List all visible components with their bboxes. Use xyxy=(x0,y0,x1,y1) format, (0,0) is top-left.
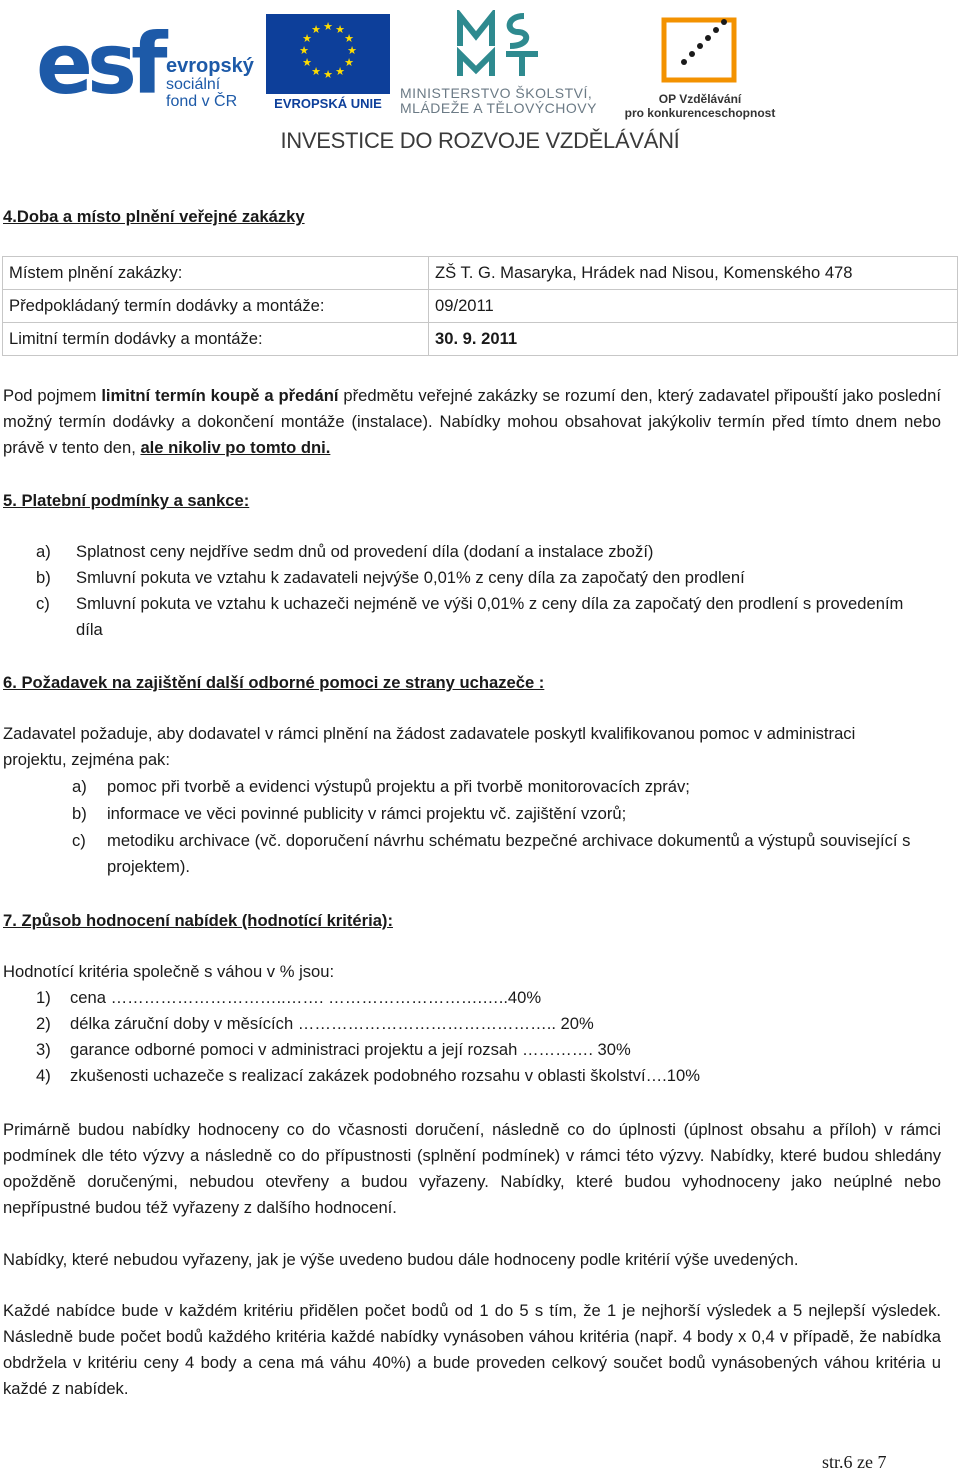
svg-text:★: ★ xyxy=(323,20,333,33)
list-item xyxy=(36,539,936,565)
svg-text:★: ★ xyxy=(302,56,312,69)
svg-text:★: ★ xyxy=(311,23,321,36)
list-item xyxy=(72,828,944,880)
table-cell-label: Místem plnění zakázky: xyxy=(3,257,429,290)
eu-flag-icon xyxy=(266,14,390,94)
msmt-logo xyxy=(396,10,616,120)
op-logo-text xyxy=(620,92,780,120)
header-logos xyxy=(0,0,960,160)
op-line-2: pro konkurenceschopnost xyxy=(624,106,776,120)
list-item xyxy=(36,1011,936,1037)
list-marker: a) xyxy=(72,777,87,796)
table-cell-label: Předpokládaný termín dodávky a montáže: xyxy=(3,290,429,323)
svg-text:★: ★ xyxy=(344,32,354,45)
esf-line-3: fond v ČR xyxy=(166,93,238,110)
eu-stars-icon xyxy=(266,14,390,94)
table-cell-value-deadline: 30. 9. 2011 xyxy=(429,323,958,356)
list-item-text: pomoc při tvorbě a evidenci výstupů projektu a při tvorbě monitorovacích zpráv; xyxy=(107,777,690,796)
list-item xyxy=(72,774,944,800)
esf-logo-letters: esf xyxy=(36,15,162,113)
op-mark-icon xyxy=(654,10,744,86)
svg-text:★: ★ xyxy=(302,32,312,45)
limit-term-mid: předmětu veřejné zakázky se rozumí den, který zadavatel připouští jako poslední možný termín dodávky a dokončení montáže (instalace). Nabídky mohou obsahovat jakýkoliv termín před tímto dnem nebo právě v tento den, xyxy=(3,386,941,457)
msmt-logo-text xyxy=(400,86,616,116)
svg-text:★: ★ xyxy=(299,44,309,57)
esf-logo-text xyxy=(166,56,266,110)
op-logo xyxy=(620,10,780,120)
page-number: str.6 ze 7 xyxy=(822,1452,887,1472)
section-6-intro: Zadavatel požaduje, aby dodavatel v rámci plnění na žádost zadavatele poskytl kvalifikovanou pomoc v administraci projektu, zejména pak: xyxy=(3,724,856,769)
limit-term-bold: limitní termín koupě a předání xyxy=(101,386,339,405)
list-marker: b) xyxy=(36,568,51,587)
table-row xyxy=(3,290,958,323)
evaluation-paragraph-3: Každé nabídce bude v každém kritériu přidělen počet bodů od 1 do 5 s tím, že 1 je nejhorší výsledek a 5 nejlepší výsledek. Následně bude počet bodů každého kritéria každé nabídky vynásoben váhou kritéria (např. 4 body x 0,4 v případě, že nabídka obdržela v kritériu ceny 4 body a cena má váhu 40%) a bude proveden celkový součet bodů vynásobených váhou kritéria u každé z nabídek. xyxy=(3,1301,941,1398)
list-item-text: délka záruční doby v měsících ……………………………………….. 20% xyxy=(70,1014,594,1033)
table-cell-label: Limitní termín dodávky a montáže: xyxy=(3,323,429,356)
investice-tagline: INVESTICE DO ROZVOJE VZDĚLÁVÁNÍ xyxy=(280,128,680,153)
svg-text:★: ★ xyxy=(323,68,333,81)
list-item xyxy=(36,565,936,591)
payment-terms-list xyxy=(36,539,936,643)
list-item-text: garance odborné pomoci v administraci projektu a její rozsah …………. 30% xyxy=(70,1040,631,1059)
section-5-heading: 5. Platební podmínky a sankce: xyxy=(3,491,250,510)
list-marker: c) xyxy=(72,831,86,850)
evaluation-paragraph-1: Primárně budou nabídky hodnoceny co do včasnosti doručení, následně co do úplnosti (úplnost obsahu a příloh) v rámci podmínek dle této výzvy a následně co do přípustnosti (splnění podmínek) v rámci této výzvy. Nabídky, které budou shledány opožděně doručenými, nebudou otevřeny a budou vyřazeny. Nabídky, které budou vyhodnoceny jako neúplné nebo nepřípustné budou též vyřazeny z dalšího hodnocení. xyxy=(3,1120,941,1217)
list-item-text: Smluvní pokuta ve vztahu k zadavateli nejvýše 0,01% z ceny díla za započatý den prodlení xyxy=(76,568,745,587)
evaluation-paragraph-2: Nabídky, které nebudou vyřazeny, jak je výše uvedeno budou dále hodnoceny podle kritérií výše uvedených. xyxy=(3,1250,799,1269)
svg-text:★: ★ xyxy=(335,23,345,36)
msmt-mark-icon xyxy=(454,10,564,80)
limit-term-pre: Pod pojmem xyxy=(3,386,102,405)
msmt-line-1: MINISTERSTVO ŠKOLSTVÍ, xyxy=(400,85,593,101)
esf-line-2: sociální xyxy=(166,76,221,93)
list-marker: b) xyxy=(72,804,87,823)
section-4-heading: 4.Doba a místo plnění veřejné zakázky xyxy=(3,207,305,226)
limit-term-paragraph xyxy=(3,383,941,461)
list-marker: 2) xyxy=(36,1014,51,1033)
list-item-text: informace ve věci povinné publicity v rámci projektu vč. zajištění vzorů; xyxy=(107,804,627,823)
list-item-text: Smluvní pokuta ve vztahu k uchazeči nejméně ve výši 0,01% z ceny díla za započatý den prodlení s provedením díla xyxy=(76,594,904,639)
list-item-text: cena …………………………..……. ……………………….…..40% xyxy=(70,988,542,1007)
section-6-heading: 6. Požadavek na zajištění další odborné pomoci ze strany uchazeče : xyxy=(3,673,545,692)
assistance-list xyxy=(72,774,944,880)
list-marker: c) xyxy=(36,594,50,613)
list-item xyxy=(36,591,936,643)
list-marker: 1) xyxy=(36,988,51,1007)
list-marker: 4) xyxy=(36,1066,51,1085)
list-marker: 3) xyxy=(36,1040,51,1059)
op-line-1: OP Vzdělávání xyxy=(658,92,742,106)
svg-text:★: ★ xyxy=(335,65,345,78)
table-cell-value: 09/2011 xyxy=(429,290,958,323)
list-item-text: Splatnost ceny nejdříve sedm dnů od provedení díla (dodaní a instalace zboží) xyxy=(76,542,654,561)
criteria-intro: Hodnotící kritéria společně s váhou v % jsou: xyxy=(3,962,335,981)
limit-term-emphasis: ale nikoliv po tomto dni. xyxy=(140,438,331,457)
svg-text:★: ★ xyxy=(344,56,354,69)
svg-text:★: ★ xyxy=(347,44,357,57)
table-row xyxy=(3,257,958,290)
list-item-text: metodiku archivace (vč. doporučení návrhu schématu bezpečné archivace dokumentů a výstupů související s projektem). xyxy=(107,831,911,876)
section-7-heading: 7. Způsob hodnocení nabídek (hodnotící kritéria): xyxy=(3,911,393,930)
place-time-table xyxy=(2,256,958,356)
eu-logo xyxy=(262,14,394,114)
list-item xyxy=(72,801,944,827)
eu-label: EVROPSKÁ UNIE xyxy=(274,96,382,111)
list-item-text: zkušenosti uchazeče s realizací zakázek podobného rozsahu v oblasti školství….10% xyxy=(70,1066,700,1085)
list-item xyxy=(36,985,936,1011)
msmt-line-2: MLÁDEŽE A TĚLOVÝCHOVY xyxy=(400,100,597,116)
svg-text:★: ★ xyxy=(311,65,321,78)
table-cell-value: ZŠ T. G. Masaryka, Hrádek nad Nisou, Komenského 478 xyxy=(429,257,958,290)
list-item xyxy=(36,1037,936,1063)
esf-logo xyxy=(36,14,256,114)
list-item xyxy=(36,1063,936,1089)
list-marker: a) xyxy=(36,542,51,561)
esf-line-1: evropský xyxy=(166,55,254,77)
table-row xyxy=(3,323,958,356)
criteria-list xyxy=(36,985,936,1089)
